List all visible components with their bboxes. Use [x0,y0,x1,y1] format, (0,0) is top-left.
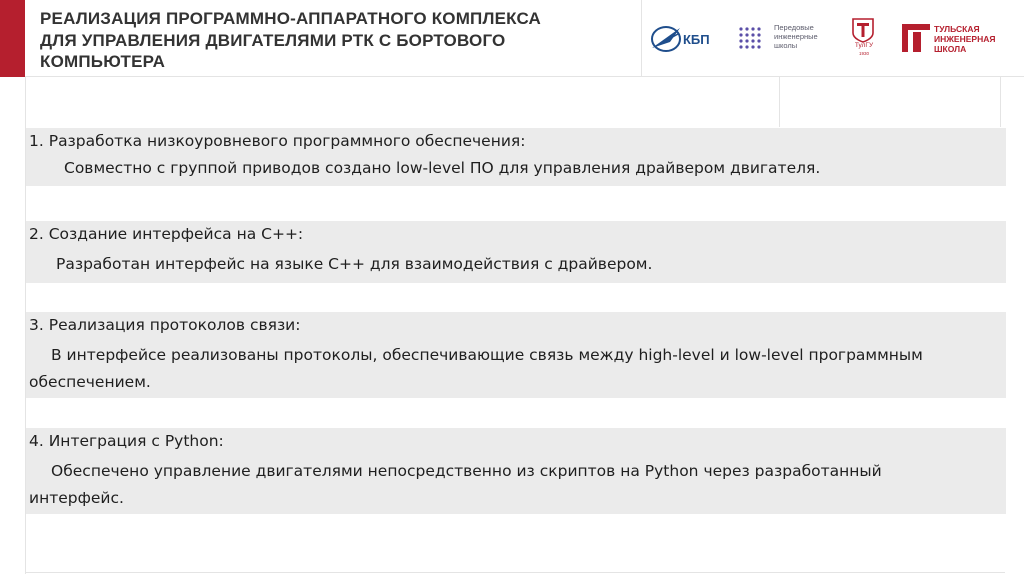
page-title [40,8,630,73]
item-body: В интерфейсе реализованы протоколы, обеспечивающие связь между high-level и low-level программным обеспечением. [29,346,923,391]
item-body: Разработан интерфейс на языке С++ для взаимодействия с драйвером. [56,255,653,273]
list-item [26,128,1006,186]
grid-line [1000,77,1001,127]
grid-line [25,572,1005,573]
pis-logo-text: Передовые инженерные школы [774,23,818,50]
pis-dots-icon [738,26,762,50]
tis-t-icon [902,24,930,52]
header-bottom-line [25,76,1024,77]
title-line-1: РЕАЛИЗАЦИЯ ПРОГРАММНО-АППАРАТНОГО КОМПЛЕКСА [40,9,542,28]
tis-logo-text: ТУЛЬСКАЯ ИНЖЕНЕРНАЯ ШКОЛА [934,24,996,54]
header-divider [641,0,642,77]
list-item [26,312,1006,398]
accent-bar [0,0,25,77]
item-body: Совместно с группой приводов создано low-level ПО для управления драйвером двигателя. [64,159,821,177]
kbp-logo-text: КБП [683,32,710,47]
item-heading: 2. Создание интерфейса на С++: [29,225,304,243]
tulgu-logo-year: 1930 [858,51,869,56]
grid-line [779,77,780,127]
tulgu-logo-text: ТулГУ [854,42,874,49]
item-body: Обеспечено управление двигателями непосредственно из скриптов на Python через разработанный интерфейс. [29,462,882,507]
item-heading: 1. Разработка низкоуровневого программного обеспечения: [29,132,526,150]
list-item [26,428,1006,514]
item-heading: 3. Реализация протоколов связи: [29,316,301,334]
item-heading: 4. Интеграция с Python: [29,432,224,450]
partner-logos [648,0,1024,76]
title-line-2: ДЛЯ УПРАВЛЕНИЯ ДВИГАТЕЛЯМИ РТК С БОРТОВОГО [40,30,506,50]
list-item [26,221,1006,283]
title-line-3: КОМПЬЮТЕРА [40,52,166,71]
